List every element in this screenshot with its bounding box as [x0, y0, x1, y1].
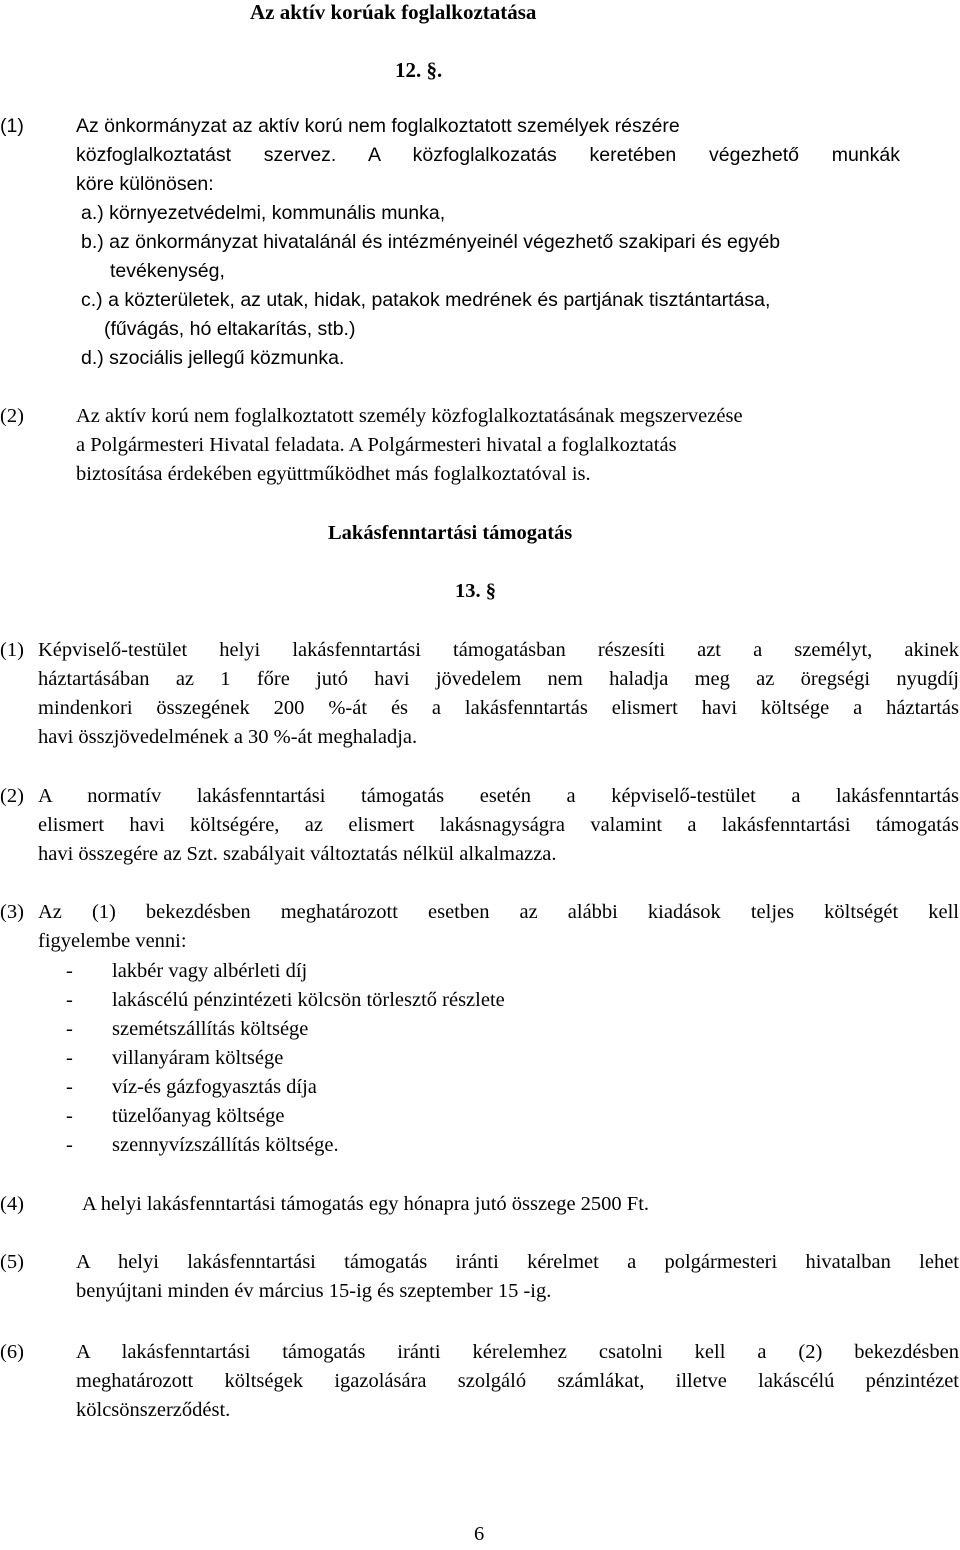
s13-p3-line-1: Az (1) bekezdésben meghatározott esetben az alábbi kiadások teljes költségét kell	[38, 901, 959, 923]
section-12-number: 12. §.	[395, 58, 443, 82]
expense-item-6: tüzelőanyag költsége	[112, 1105, 285, 1127]
bullet-dash: -	[66, 1018, 73, 1040]
s12-list-item-b-cont: tevékenység,	[110, 260, 225, 282]
s13-p5-line-2: benyújtani minden év március 15-ig és szeptember 15 -ig.	[76, 1280, 552, 1302]
s12-list-item-a: a.) környezetvédelmi, kommunális munka,	[81, 202, 446, 224]
expense-item-2: lakáscélú pénzintézeti kölcsön törlesztő részlete	[112, 989, 505, 1011]
section-13-number: 13. §	[455, 580, 496, 602]
s12-p1-line-3: köre különösen:	[76, 173, 214, 195]
s12-p2-line-3: biztosítása érdekében együttműködhet más foglalkoztatóval is.	[76, 463, 591, 485]
s13-p6-line-1: A lakásfenntartási támogatás iránti kérelemhez csatolni kell a (2) bekezdésben	[76, 1341, 959, 1363]
s13-p6-line-3: kölcsönszerződést.	[76, 1399, 231, 1421]
bullet-dash: -	[66, 989, 73, 1011]
s13-p2-line-3: havi összegére az Szt. szabályait változtatás nélkül alkalmazza.	[38, 843, 557, 865]
s13-p1-line-3: mindenkori összegének 200 %-át és a lakásfenntartás elismert havi költsége a háztartás	[38, 697, 959, 719]
section-13-heading: Lakásfenntartási támogatás	[328, 522, 573, 544]
section-12-heading: Az aktív korúak foglalkoztatása	[250, 0, 537, 24]
s12-list-item-c: c.) a közterületek, az utak, hidak, patakok medrének és partjának tisztántartása,	[81, 289, 771, 311]
s12-p2-line-2: a Polgármesteri Hivatal feladata. A Polgármesteri hivatal a foglalkoztatás	[76, 434, 677, 456]
s12-p1-num: (1)	[0, 115, 24, 137]
s12-list-item-b: b.) az önkormányzat hivatalánál és intézményeinél végezhető szakipari és egyéb	[81, 231, 781, 253]
s13-p4-line-1: A helyi lakásfenntartási támogatás egy hónapra jutó összege 2500 Ft.	[82, 1193, 650, 1215]
s13-p6-line-2: meghatározott költségek igazolására szolgáló számlákat, illetve lakáscélú pénzintézet	[76, 1370, 959, 1392]
s13-p2-num: (2)	[0, 785, 24, 807]
s13-p3-line-2: figyelembe venni:	[38, 930, 187, 952]
bullet-dash: -	[66, 1076, 73, 1098]
s12-p1-line-2: közfoglalkoztatást szervez. A közfoglalkozatás keretében végezhető munkák	[76, 144, 900, 166]
expense-item-5: víz-és gázfogyasztás díja	[112, 1076, 317, 1098]
s13-p1-line-2: háztartásában az 1 főre jutó havi jövedelem nem haladja meg az öregségi nyugdíj	[38, 668, 959, 690]
s12-list-item-c-cont: (fűvágás, hó eltakarítás, stb.)	[104, 318, 356, 340]
s13-p6-num: (6)	[0, 1341, 24, 1363]
s13-p2-line-1: A normatív lakásfenntartási támogatás esetén a képviselő-testület a lakásfenntartás	[38, 785, 959, 807]
s12-p1-line-1: Az önkormányzat az aktív korú nem foglalkoztatott személyek részére	[76, 115, 680, 137]
bullet-dash: -	[66, 1134, 73, 1156]
bullet-dash: -	[66, 1047, 73, 1069]
expense-item-7: szennyvízszállítás költsége.	[112, 1134, 339, 1156]
s12-p2-num: (2)	[0, 405, 24, 427]
page-number: 6	[474, 1523, 485, 1545]
bullet-dash: -	[66, 1105, 73, 1127]
s13-p1-line-4: havi összjövedelmének a 30 %-át meghaladja.	[38, 726, 418, 748]
s13-p3-num: (3)	[0, 901, 24, 923]
s13-p5-num: (5)	[0, 1251, 24, 1273]
s13-p2-line-2: elismert havi költségére, az elismert lakásnagyságra valamint a lakásfenntartási támogatás	[38, 814, 959, 836]
expense-item-1: lakbér vagy albérleti díj	[112, 960, 308, 982]
s12-list-item-d: d.) szociális jellegű közmunka.	[81, 347, 345, 369]
s13-p1-num: (1)	[0, 639, 24, 661]
s13-p5-line-1: A helyi lakásfenntartási támogatás iránti kérelmet a polgármesteri hivatalban lehet	[76, 1251, 959, 1273]
s13-p1-line-1: Képviselő-testület helyi lakásfenntartási támogatásban részesíti azt a személyt, akinek	[38, 639, 959, 661]
s13-p4-num: (4)	[0, 1193, 24, 1215]
bullet-dash: -	[66, 960, 73, 982]
expense-item-4: villanyáram költsége	[112, 1047, 284, 1069]
expense-item-3: szemétszállítás költsége	[112, 1018, 309, 1040]
s12-p2-line-1: Az aktív korú nem foglalkoztatott személy közfoglalkoztatásának megszervezése	[76, 405, 743, 427]
